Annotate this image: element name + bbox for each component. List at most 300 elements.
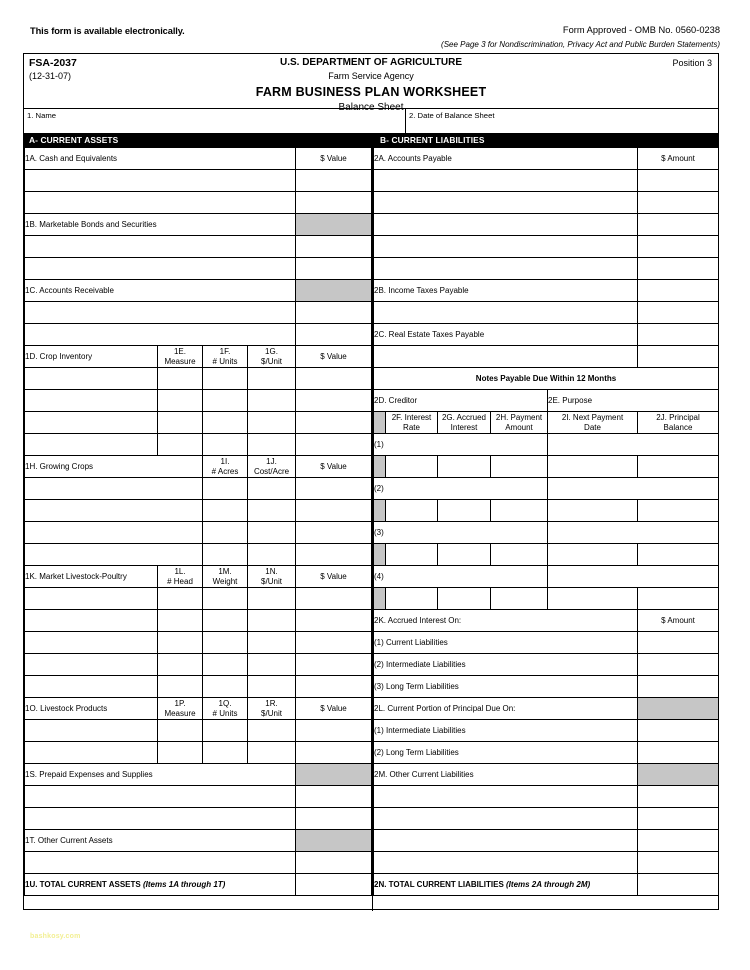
- livestock-entry-weight[interactable]: [203, 610, 248, 632]
- table-row: [374, 786, 719, 808]
- crop-entry-units[interactable]: [203, 412, 248, 434]
- table-row: [25, 258, 372, 280]
- income-taxes-entry-amount[interactable]: [638, 302, 719, 324]
- bonds-entry-value[interactable]: [296, 236, 372, 258]
- prepaid-entry-value[interactable]: [296, 808, 372, 830]
- livestock-price-text: $/Unit: [261, 576, 282, 586]
- note-accrued-interest[interactable]: [438, 588, 491, 610]
- table-row: [374, 522, 719, 544]
- livestock-products-label: 1O. Livestock Products: [25, 698, 158, 720]
- accounts-payable-entry-amount[interactable]: [638, 214, 719, 236]
- next-payment-date-text: Date: [584, 422, 601, 432]
- current-liabilities-section-header: B- CURRENT LIABILITIES: [373, 134, 718, 147]
- table-row: [25, 654, 372, 676]
- table-row: [374, 698, 719, 720]
- cash-entry-label[interactable]: [25, 192, 296, 214]
- table-row: [25, 456, 372, 478]
- growing-entry-value[interactable]: [296, 522, 372, 544]
- note-purpose-entry[interactable]: [548, 478, 719, 500]
- real-estate-taxes-entry-label[interactable]: [374, 346, 638, 368]
- growing-entry-name[interactable]: [25, 522, 203, 544]
- note-index: (1): [374, 434, 548, 456]
- livestock-entry-price[interactable]: [248, 588, 296, 610]
- prepaid-label: 1S. Prepaid Expenses and Supplies: [25, 764, 296, 786]
- department-name: U.S. DEPARTMENT OF AGRICULTURE: [279, 57, 463, 68]
- accounts-payable-entry-amount[interactable]: [638, 236, 719, 258]
- total-assets-text: 1U. TOTAL CURRENT ASSETS: [25, 880, 141, 889]
- note-purpose-entry[interactable]: [548, 522, 719, 544]
- growing-acres-code: 1I.: [220, 457, 230, 466]
- crop-price-header: [248, 346, 296, 368]
- table-row: [25, 170, 372, 192]
- note-accrued-interest[interactable]: [438, 456, 491, 478]
- table-row: [374, 632, 719, 654]
- real-estate-taxes-entry-amount[interactable]: [638, 346, 719, 368]
- growing-entry-cost[interactable]: [248, 522, 296, 544]
- table-row: [374, 742, 719, 764]
- table-row: [25, 148, 372, 170]
- prepaid-entry-label[interactable]: [25, 808, 296, 830]
- principal-due-shaded-cell: [638, 698, 719, 720]
- accrued-interest-on-label: 2K. Accrued Interest On:: [374, 610, 638, 632]
- livestock-price-header: [248, 566, 296, 588]
- prepaid-entry-value[interactable]: [296, 786, 372, 808]
- crop-entry-units[interactable]: [203, 434, 248, 456]
- other-liabilities-entry-label[interactable]: [374, 786, 638, 808]
- cash-entry-label[interactable]: [25, 170, 296, 192]
- table-row: [25, 852, 372, 874]
- table-row: [25, 764, 372, 786]
- livestock-entry-name[interactable]: [25, 632, 158, 654]
- total-liabilities-items: (Items 2A through 2M): [506, 880, 591, 889]
- livestock-head-header: [158, 566, 203, 588]
- crop-entry-name[interactable]: [25, 434, 158, 456]
- crop-entry-price[interactable]: [248, 412, 296, 434]
- crop-entry-measure[interactable]: [158, 434, 203, 456]
- principal-intermediate-label: (1) Intermediate Liabilities: [374, 720, 638, 742]
- livestock-head-text: # Head: [167, 576, 193, 586]
- crop-units-text: # Units: [212, 356, 238, 366]
- table-row: [374, 324, 719, 346]
- crop-entry-measure[interactable]: [158, 390, 203, 412]
- name-label: 1. Name: [27, 111, 57, 120]
- growing-entry-name[interactable]: [25, 500, 203, 522]
- products-price-header: [248, 698, 296, 720]
- accrued-interest-header: [438, 412, 491, 434]
- crop-inventory-label: 1D. Crop Inventory: [25, 346, 158, 368]
- table-row: [374, 500, 719, 522]
- livestock-entry-head[interactable]: [158, 654, 203, 676]
- other-liabilities-entry-amount[interactable]: [638, 786, 719, 808]
- growing-entry-cost[interactable]: [248, 478, 296, 500]
- note-principal-balance[interactable]: [638, 456, 719, 478]
- principal-balance-text: Balance: [663, 422, 693, 432]
- note-row-tab: [374, 544, 386, 566]
- identification-row: [24, 109, 718, 134]
- note-payment-amount[interactable]: [491, 588, 548, 610]
- note-next-payment-date[interactable]: [548, 588, 638, 610]
- note-payment-amount[interactable]: [491, 544, 548, 566]
- total-liabilities-value[interactable]: [638, 874, 719, 896]
- form-number: FSA-2037: [29, 57, 77, 69]
- table-row: [374, 434, 719, 456]
- growing-entry-name[interactable]: [25, 544, 203, 566]
- agency-name: Farm Service Agency: [328, 71, 414, 81]
- growing-acres-header: [203, 456, 248, 478]
- accounts-payable-entry-amount[interactable]: [638, 170, 719, 192]
- livestock-entry-value[interactable]: [296, 610, 372, 632]
- table-row: [374, 456, 719, 478]
- bonds-entry-label[interactable]: [25, 258, 296, 280]
- page-title: FARM BUSINESS PLAN WORKSHEET: [255, 85, 487, 99]
- accrued-interest-code: 2G. Accrued: [441, 413, 487, 422]
- crop-entry-value[interactable]: [296, 390, 372, 412]
- receivable-entry-label[interactable]: [25, 324, 296, 346]
- receivable-shaded-cell: [296, 280, 372, 302]
- table-row: [374, 544, 719, 566]
- current-liabilities-table: [373, 147, 719, 896]
- growing-entry-cost[interactable]: [248, 544, 296, 566]
- date-label: 2. Date of Balance Sheet: [409, 111, 495, 120]
- table-row: [374, 170, 719, 192]
- table-row: [374, 148, 719, 170]
- note-interest-rate[interactable]: [386, 456, 438, 478]
- livestock-entry-head[interactable]: [158, 588, 203, 610]
- products-entry-price[interactable]: [248, 742, 296, 764]
- table-row: [25, 214, 372, 236]
- total-liabilities-text: 2N. TOTAL CURRENT LIABILITIES: [374, 880, 504, 889]
- note-row-tab: [374, 588, 386, 610]
- note-principal-balance[interactable]: [638, 588, 719, 610]
- table-row: [374, 346, 719, 368]
- growing-entry-value[interactable]: [296, 500, 372, 522]
- note-accrued-interest[interactable]: [438, 500, 491, 522]
- crop-units-header: [203, 346, 248, 368]
- cash-value-header: $ Value: [296, 148, 372, 170]
- note-index: (4): [374, 566, 548, 588]
- accounts-payable-entry-label[interactable]: [374, 258, 638, 280]
- livestock-entry-name[interactable]: [25, 610, 158, 632]
- table-row: [25, 192, 372, 214]
- other-liabilities-entry-label[interactable]: [374, 852, 638, 874]
- table-row: [374, 258, 719, 280]
- note-row-tab: [374, 456, 386, 478]
- name-field[interactable]: [24, 109, 406, 133]
- livestock-weight-header: [203, 566, 248, 588]
- crop-entry-measure[interactable]: [158, 368, 203, 390]
- livestock-entry-name[interactable]: [25, 588, 158, 610]
- note-payment-amount[interactable]: [491, 500, 548, 522]
- crop-measure-header: [158, 346, 203, 368]
- growing-entry-acres[interactable]: [203, 478, 248, 500]
- livestock-entry-weight[interactable]: [203, 632, 248, 654]
- principal-due-on-label: 2L. Current Portion of Principal Due On:: [374, 698, 638, 720]
- livestock-entry-value[interactable]: [296, 588, 372, 610]
- notes-col-spacer: [374, 412, 386, 434]
- table-row: [374, 720, 719, 742]
- growing-cost-header: [248, 456, 296, 478]
- accounts-payable-label: 2A. Accounts Payable: [374, 148, 638, 170]
- receivable-label: 1C. Accounts Receivable: [25, 280, 296, 302]
- other-liabilities-entry-label[interactable]: [374, 808, 638, 830]
- livestock-entry-head[interactable]: [158, 610, 203, 632]
- total-current-assets-row: [25, 874, 372, 896]
- note-interest-rate[interactable]: [386, 588, 438, 610]
- form-position: Position 3: [672, 58, 712, 68]
- note-row-tab: [374, 500, 386, 522]
- growing-entry-name[interactable]: [25, 478, 203, 500]
- accrued-intermediate-liabilities-label: (2) Intermediate Liabilities: [374, 654, 638, 676]
- note-interest-rate[interactable]: [386, 500, 438, 522]
- livestock-value-header: $ Value: [296, 566, 372, 588]
- table-row: [374, 192, 719, 214]
- products-measure-header: [158, 698, 203, 720]
- total-assets-items: (Items 1A through 1T): [142, 880, 226, 889]
- accrued-interest-amount-header: $ Amount: [638, 610, 719, 632]
- accrued-current-liabilities-label: (1) Current Liabilities: [374, 632, 638, 654]
- products-measure-code: 1P.: [174, 699, 186, 708]
- other-liabilities-entry-amount[interactable]: [638, 852, 719, 874]
- products-entry-value[interactable]: [296, 720, 372, 742]
- growing-entry-acres[interactable]: [203, 522, 248, 544]
- growing-cost-code: 1J.: [266, 457, 277, 466]
- livestock-entry-name[interactable]: [25, 676, 158, 698]
- receivable-entry-label[interactable]: [25, 302, 296, 324]
- table-row: [374, 368, 719, 390]
- livestock-weight-text: Weight: [212, 576, 238, 586]
- omb-approval-note: Form Approved - OMB No. 0560-0238: [562, 25, 720, 35]
- livestock-entry-value[interactable]: [296, 676, 372, 698]
- total-assets-value[interactable]: [296, 874, 372, 896]
- real-estate-taxes-amount[interactable]: [638, 324, 719, 346]
- products-entry-value[interactable]: [296, 742, 372, 764]
- table-row: [25, 434, 372, 456]
- table-row: [374, 808, 719, 830]
- crop-entry-value[interactable]: [296, 412, 372, 434]
- interest-rate-text: Rate: [403, 422, 420, 432]
- crop-entry-measure[interactable]: [158, 412, 203, 434]
- principal-long-term-amount[interactable]: [638, 742, 719, 764]
- accounts-payable-entry-label[interactable]: [374, 236, 638, 258]
- market-livestock-label: 1K. Market Livestock-Poultry: [25, 566, 158, 588]
- source-watermark: bashkosy.com: [30, 933, 81, 940]
- growing-entry-value[interactable]: [296, 544, 372, 566]
- available-electronically-note: This form is available electronically.: [30, 26, 185, 36]
- livestock-entry-name[interactable]: [25, 654, 158, 676]
- note-principal-balance[interactable]: [638, 544, 719, 566]
- table-row: [374, 852, 719, 874]
- table-row: [374, 588, 719, 610]
- income-taxes-label: 2B. Income Taxes Payable: [374, 280, 638, 302]
- accounts-payable-amount-header: $ Amount: [638, 148, 719, 170]
- accounts-payable-entry-amount[interactable]: [638, 258, 719, 280]
- table-row: [374, 280, 719, 302]
- crop-entry-name[interactable]: [25, 368, 158, 390]
- note-interest-rate[interactable]: [386, 544, 438, 566]
- principal-long-term-label: (2) Long Term Liabilities: [374, 742, 638, 764]
- other-liabilities-entry-amount[interactable]: [638, 808, 719, 830]
- crop-entry-price[interactable]: [248, 368, 296, 390]
- crop-value-header: $ Value: [296, 346, 372, 368]
- livestock-entry-value[interactable]: [296, 654, 372, 676]
- table-row: [25, 698, 372, 720]
- table-row: [374, 676, 719, 698]
- prepaid-entry-label[interactable]: [25, 786, 296, 808]
- note-index: (3): [374, 522, 548, 544]
- table-row: [25, 786, 372, 808]
- notes-payable-title: Notes Payable Due Within 12 Months: [374, 368, 719, 390]
- note-purpose-entry[interactable]: [548, 566, 719, 588]
- products-entry-measure[interactable]: [158, 720, 203, 742]
- products-price-text: $/Unit: [261, 708, 282, 718]
- crop-entry-units[interactable]: [203, 390, 248, 412]
- next-payment-date-code: 2I. Next Payment: [561, 413, 624, 422]
- other-assets-entry-value[interactable]: [296, 852, 372, 874]
- note-next-payment-date[interactable]: [548, 500, 638, 522]
- note-next-payment-date[interactable]: [548, 544, 638, 566]
- crop-entry-price[interactable]: [248, 434, 296, 456]
- income-taxes-entry-label[interactable]: [374, 302, 638, 324]
- note-payment-amount[interactable]: [491, 456, 548, 478]
- growing-entry-value[interactable]: [296, 478, 372, 500]
- growing-entry-cost[interactable]: [248, 500, 296, 522]
- crop-entry-name[interactable]: [25, 412, 158, 434]
- crop-entry-value[interactable]: [296, 368, 372, 390]
- livestock-entry-weight[interactable]: [203, 654, 248, 676]
- other-assets-shaded-cell: [296, 830, 372, 852]
- prepaid-shaded-cell: [296, 764, 372, 786]
- page-subtitle: Balance Sheet: [338, 102, 404, 113]
- crop-price-code: 1G.: [265, 347, 278, 356]
- accrued-long-term-liabilities-label: (3) Long Term Liabilities: [374, 676, 638, 698]
- payment-amount-text: Amount: [505, 422, 533, 432]
- products-units-header: [203, 698, 248, 720]
- other-assets-label: 1T. Other Current Assets: [25, 830, 296, 852]
- accounts-payable-entry-label[interactable]: [374, 170, 638, 192]
- growing-crops-label: 1H. Growing Crops: [25, 456, 203, 478]
- growing-entry-acres[interactable]: [203, 544, 248, 566]
- bonds-shaded-cell: [296, 214, 372, 236]
- cash-entry-value[interactable]: [296, 192, 372, 214]
- form-title-block: [24, 54, 718, 113]
- real-estate-taxes-label: 2C. Real Estate Taxes Payable: [374, 324, 638, 346]
- products-price-code: 1R.: [265, 699, 278, 708]
- table-row: [25, 390, 372, 412]
- table-row: [374, 412, 719, 434]
- table-row: [25, 236, 372, 258]
- livestock-entry-price[interactable]: [248, 632, 296, 654]
- note-next-payment-date[interactable]: [548, 456, 638, 478]
- livestock-entry-head[interactable]: [158, 632, 203, 654]
- other-liabilities-entry-label[interactable]: [374, 830, 638, 852]
- current-assets-table: [24, 147, 372, 896]
- growing-acres-text: # Acres: [211, 466, 239, 476]
- form-outer-frame: [23, 53, 719, 910]
- livestock-entry-weight[interactable]: [203, 676, 248, 698]
- crop-entry-value[interactable]: [296, 434, 372, 456]
- bonds-entry-value[interactable]: [296, 258, 372, 280]
- note-accrued-interest[interactable]: [438, 544, 491, 566]
- livestock-entry-head[interactable]: [158, 676, 203, 698]
- total-liabilities-label: [374, 874, 638, 896]
- balance-sheet-body: [24, 134, 718, 911]
- table-row: [374, 610, 719, 632]
- table-row: [25, 632, 372, 654]
- receivable-entry-value[interactable]: [296, 302, 372, 324]
- total-assets-label: [25, 874, 296, 896]
- next-payment-date-header: [548, 412, 638, 434]
- note-principal-balance[interactable]: [638, 500, 719, 522]
- cash-label: 1A. Cash and Equivalents: [25, 148, 296, 170]
- livestock-entry-value[interactable]: [296, 632, 372, 654]
- crop-entry-price[interactable]: [248, 390, 296, 412]
- receivable-entry-value[interactable]: [296, 324, 372, 346]
- accrued-interest-text: Interest: [450, 422, 478, 432]
- other-liabilities-shaded-cell: [638, 764, 719, 786]
- cash-entry-value[interactable]: [296, 170, 372, 192]
- table-row: [374, 390, 719, 412]
- livestock-entry-price[interactable]: [248, 610, 296, 632]
- livestock-weight-code: 1M.: [218, 567, 232, 576]
- date-of-balance-sheet-field[interactable]: [406, 109, 718, 133]
- principal-balance-code: 2J. Principal: [656, 413, 700, 422]
- livestock-entry-price[interactable]: [248, 654, 296, 676]
- table-row: [25, 412, 372, 434]
- current-liabilities-column: [373, 134, 718, 911]
- table-row: [25, 830, 372, 852]
- interest-rate-header: [386, 412, 438, 434]
- income-taxes-amount[interactable]: [638, 280, 719, 302]
- crop-units-code: 1F.: [219, 347, 231, 356]
- growing-entry-acres[interactable]: [203, 500, 248, 522]
- principal-intermediate-amount[interactable]: [638, 720, 719, 742]
- table-row: [25, 478, 372, 500]
- accrued-current-liabilities-amount[interactable]: [638, 632, 719, 654]
- livestock-entry-price[interactable]: [248, 676, 296, 698]
- accounts-payable-entry-amount[interactable]: [638, 192, 719, 214]
- products-entry-price[interactable]: [248, 720, 296, 742]
- crop-price-text: $/Unit: [261, 356, 282, 366]
- products-entry-units[interactable]: [203, 742, 248, 764]
- products-entry-name[interactable]: [25, 720, 158, 742]
- table-row: [25, 676, 372, 698]
- other-assets-entry-label[interactable]: [25, 852, 296, 874]
- accounts-payable-entry-label[interactable]: [374, 192, 638, 214]
- table-row: [25, 610, 372, 632]
- purpose-label: 2E. Purpose: [548, 390, 719, 412]
- accrued-long-term-liabilities-amount[interactable]: [638, 676, 719, 698]
- table-row: [374, 478, 719, 500]
- crop-entry-units[interactable]: [203, 368, 248, 390]
- crop-entry-name[interactable]: [25, 390, 158, 412]
- products-entry-name[interactable]: [25, 742, 158, 764]
- table-row: [374, 566, 719, 588]
- crop-measure-code: 1E.: [173, 347, 186, 356]
- accrued-intermediate-liabilities-amount[interactable]: [638, 654, 719, 676]
- other-liabilities-entry-amount[interactable]: [638, 830, 719, 852]
- accounts-payable-entry-label[interactable]: [374, 214, 638, 236]
- products-measure-text: Measure: [164, 708, 196, 718]
- payment-amount-code: 2H. Payment: [495, 413, 543, 422]
- products-entry-units[interactable]: [203, 720, 248, 742]
- note-purpose-entry[interactable]: [548, 434, 719, 456]
- livestock-entry-weight[interactable]: [203, 588, 248, 610]
- growing-value-header: $ Value: [296, 456, 372, 478]
- products-entry-measure[interactable]: [158, 742, 203, 764]
- products-units-code: 1Q.: [218, 699, 232, 708]
- bonds-entry-label[interactable]: [25, 236, 296, 258]
- products-units-text: # Units: [212, 708, 238, 718]
